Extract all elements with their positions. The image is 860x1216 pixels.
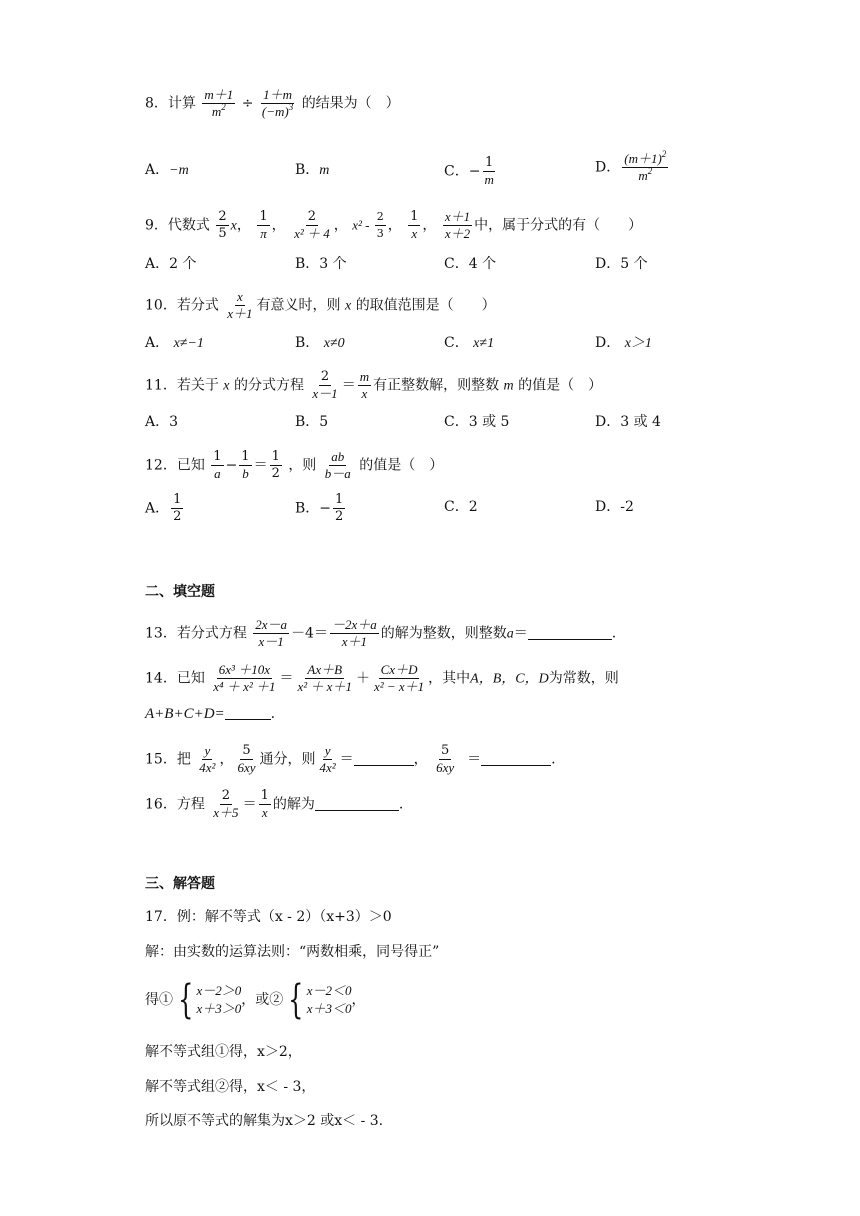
q15-f2-den: 6xy bbox=[237, 760, 256, 775]
q9-t4-num: 2 bbox=[375, 210, 386, 226]
q8-opt-c-num: 1 bbox=[485, 155, 494, 170]
q14-f2-num: Ax＋B bbox=[307, 662, 343, 677]
q9-t1-var: x bbox=[230, 218, 237, 234]
q14-fraction-3 bbox=[372, 663, 426, 694]
q15-f4-num: 5 bbox=[441, 743, 450, 758]
q17-line4: 解不等式组①得，x＞2， bbox=[145, 1044, 302, 1060]
q14-line2 bbox=[145, 704, 275, 724]
q11-prefix: 若关于 bbox=[176, 377, 219, 394]
q16-suffix: 的解为 bbox=[272, 796, 315, 813]
q10-f-num: x bbox=[237, 289, 243, 304]
q14-f1-den: x⁴ ＋ x² ＋1 bbox=[213, 679, 276, 694]
q10-opt-d-value: x＞1 bbox=[624, 336, 652, 351]
q10-opt-c-label: C． bbox=[444, 335, 469, 351]
q11-mid2: 有正整数解，则整数 bbox=[373, 377, 500, 394]
q8-opt-d-num: (m＋1) bbox=[624, 151, 662, 166]
q11-f2-num: m bbox=[359, 369, 370, 384]
q12-suffix: 的值是（ ） bbox=[359, 457, 444, 474]
q14-number: 14． bbox=[145, 670, 177, 687]
q10-mid: 有意义时，则 bbox=[256, 297, 341, 314]
q8-opt-d-num-exp: 2 bbox=[661, 149, 667, 159]
q15-f3-den: 4x² bbox=[319, 760, 336, 775]
q8-option-b[interactable] bbox=[295, 160, 329, 181]
q9-sep: ， bbox=[236, 217, 251, 234]
q11-var2: m bbox=[503, 378, 514, 394]
q16-f2-den: x bbox=[261, 805, 268, 820]
q8-f2-den-exp: 3 bbox=[288, 102, 294, 112]
q11-option-c[interactable]: C．3 或 5 bbox=[444, 414, 510, 430]
q10-prefix: 若分式 bbox=[176, 297, 219, 314]
q12-opt-b-sign: − bbox=[319, 500, 332, 517]
q9-sep: ， bbox=[422, 217, 437, 234]
q9-t3-num: 2 bbox=[307, 209, 317, 224]
q8-opt-a-label: A． bbox=[145, 162, 170, 178]
q17-sys-end: ， bbox=[351, 992, 366, 1008]
q10-option-a[interactable] bbox=[145, 333, 204, 354]
q16-eq: ＝ bbox=[242, 796, 257, 813]
q8-opt-c-sign: − bbox=[468, 163, 481, 180]
q14-f2-den: x² ＋ x＋1 bbox=[297, 679, 352, 694]
q8-f1-num: m＋1 bbox=[204, 87, 234, 102]
q15-fraction-1 bbox=[197, 744, 217, 775]
q8-fraction-1 bbox=[202, 88, 235, 119]
q9-t4-pre: x² - bbox=[352, 217, 373, 233]
q12-option-b[interactable] bbox=[295, 493, 347, 524]
section-heading-fill-blank: 二、填空题 bbox=[145, 584, 215, 600]
q17-systems bbox=[145, 978, 365, 1022]
q15-answer-blank-2[interactable] bbox=[481, 751, 551, 766]
q12-minus: − bbox=[225, 457, 238, 474]
q12-opt-a-label: A． bbox=[145, 500, 170, 517]
q13-stem bbox=[145, 618, 616, 649]
q8-opt-d-den-exp: 2 bbox=[647, 166, 653, 176]
q15-stem bbox=[145, 744, 556, 775]
q10-opt-a-value: x≠−1 bbox=[173, 336, 204, 351]
q9-term-2 bbox=[257, 210, 269, 241]
q10-opt-d-label: D． bbox=[595, 335, 621, 351]
q8-f2-num: 1＋m bbox=[263, 87, 293, 102]
q11-f1-num: 2 bbox=[320, 369, 330, 384]
q12-opt-b-label: B． bbox=[295, 500, 320, 517]
q9-t1-num: 2 bbox=[218, 209, 227, 224]
q11-option-a[interactable]: A．3 bbox=[145, 414, 179, 430]
q12-opt-a-fraction bbox=[171, 493, 183, 524]
q12-stem bbox=[145, 450, 443, 481]
q14-fraction-2 bbox=[296, 663, 354, 694]
q11-f1-den: x－1 bbox=[312, 386, 338, 401]
q14-suffix: 为常数，则 bbox=[548, 670, 619, 687]
q16-f1-num: 2 bbox=[221, 788, 231, 803]
q12-f2-den: b bbox=[242, 466, 249, 481]
q9-term-4 bbox=[375, 210, 386, 241]
q15-f4-den: 6xy bbox=[436, 760, 455, 775]
q9-t3-den: x² ＋ 4 bbox=[294, 226, 330, 241]
q9-prefix: 代数式 bbox=[167, 217, 210, 234]
q13-mid: －4＝ bbox=[291, 625, 328, 642]
q11-f2-den: x bbox=[361, 386, 368, 401]
q8-opt-d-fraction bbox=[622, 149, 668, 183]
q10-opt-b-value: x≠0 bbox=[323, 336, 345, 351]
q9-t6-num: x＋1 bbox=[444, 209, 471, 224]
q10-number: 10． bbox=[145, 297, 177, 314]
q15-prefix: 把 bbox=[176, 751, 191, 768]
q13-f1-den: x－1 bbox=[258, 634, 284, 649]
q15-f1-den: 4x² bbox=[199, 760, 216, 775]
q12-opt-a-den: 2 bbox=[173, 509, 182, 524]
q12-f3-num: 1 bbox=[271, 449, 280, 464]
q12-f2-num: 1 bbox=[241, 449, 250, 464]
q15-eq-2: ＝ bbox=[467, 751, 482, 768]
q15-sep-2: ， bbox=[413, 751, 428, 768]
q15-f3-num: y bbox=[324, 743, 331, 758]
q16-f1-den: x＋5 bbox=[213, 805, 239, 820]
q10-option-b[interactable] bbox=[295, 333, 345, 354]
q16-end: . bbox=[398, 796, 404, 813]
q15-fraction-3 bbox=[318, 744, 338, 775]
q16-answer-blank[interactable] bbox=[315, 796, 399, 811]
q9-term-6 bbox=[443, 210, 472, 241]
q17-system-1 bbox=[173, 977, 242, 1023]
q10-option-c[interactable] bbox=[444, 333, 494, 354]
q15-f2-num: 5 bbox=[242, 743, 251, 758]
q11-suffix: 的值是（ ） bbox=[518, 377, 603, 394]
q12-option-d[interactable]: D．-2 bbox=[595, 499, 634, 515]
q9-sep: ， bbox=[271, 217, 286, 234]
q8-opt-c-label: C． bbox=[444, 163, 469, 180]
q15-answer-blank-1[interactable] bbox=[354, 751, 414, 766]
q11-eq: ＝ bbox=[341, 377, 356, 394]
q10-opt-c-value: x≠1 bbox=[473, 336, 495, 351]
q17-get1: 得① bbox=[145, 992, 173, 1008]
q17-line1: 17．例：解不等式（x - 2）（x+3）＞0 bbox=[145, 909, 392, 925]
q12-f3-den: 2 bbox=[271, 466, 280, 481]
q9-suffix: 中，属于分式的有（ ） bbox=[474, 217, 643, 234]
section-heading-solutions: 三、解答题 bbox=[145, 876, 215, 892]
q13-answer-blank[interactable] bbox=[528, 625, 612, 640]
q12-mid: ，则 bbox=[288, 457, 317, 474]
q14-suffix-pre: ，其中 bbox=[428, 670, 471, 687]
q10-var: x bbox=[345, 298, 352, 314]
q10-stem bbox=[145, 290, 496, 321]
q13-number: 13． bbox=[145, 625, 177, 642]
left-brace-icon: { bbox=[178, 977, 194, 1023]
q12-f4-num: ab bbox=[331, 449, 345, 464]
q12-fraction-3 bbox=[270, 450, 282, 481]
q17-line5: 解不等式组②得，x＜ - 3， bbox=[145, 1079, 316, 1095]
q11-stem bbox=[145, 370, 602, 401]
q12-prefix: 已知 bbox=[176, 457, 205, 474]
q14-vars: A，B，C，D bbox=[470, 671, 549, 687]
q9-t6-den: x＋2 bbox=[444, 226, 471, 241]
q13-f1-num: 2x－a bbox=[255, 617, 288, 632]
q12-f1-num: 1 bbox=[213, 449, 222, 464]
q17-sys1-row2: x＋3＞0 bbox=[196, 1001, 242, 1016]
q15-fraction-2 bbox=[235, 744, 257, 775]
q8-option-c[interactable] bbox=[444, 156, 498, 187]
q16-fraction-2 bbox=[259, 789, 271, 820]
q14-stem bbox=[145, 663, 619, 694]
q14-line2-end: . bbox=[270, 706, 276, 722]
q10-option-d[interactable] bbox=[595, 333, 652, 354]
q10-opt-b-label: B． bbox=[295, 335, 320, 351]
q14-fraction-1 bbox=[211, 663, 277, 694]
q11-fraction-2 bbox=[358, 370, 371, 401]
q9-t4-den: 3 bbox=[376, 227, 384, 240]
q13-fraction-2 bbox=[330, 618, 379, 649]
q14-answer-blank[interactable] bbox=[225, 705, 271, 720]
q17-sys1-row1: x－2＞0 bbox=[196, 983, 242, 998]
q15-fraction-4 bbox=[434, 744, 456, 775]
q9-option-a[interactable]: A．2 个 bbox=[145, 256, 197, 272]
q13-suffix: 的解为整数，则整数 bbox=[380, 625, 507, 642]
q9-number: 9． bbox=[145, 217, 168, 234]
q17-system-2 bbox=[283, 977, 352, 1023]
q9-option-c[interactable]: C．4 个 bbox=[444, 256, 497, 272]
q16-fraction-1 bbox=[211, 789, 240, 820]
q11-fraction-1 bbox=[310, 370, 339, 401]
q14-f3-num: Cx＋D bbox=[380, 662, 418, 677]
q17-line2: 解：由实数的运算法则：“两数相乘，同号得正” bbox=[145, 944, 440, 960]
q9-t2-den: π bbox=[260, 226, 267, 241]
q10-fraction bbox=[225, 290, 254, 321]
q11-number: 11． bbox=[145, 377, 177, 394]
q12-eq: ＝ bbox=[253, 457, 268, 474]
q17-sys2-row2: x＋3＜0 bbox=[306, 1001, 352, 1016]
q13-eq: ＝ bbox=[513, 625, 528, 642]
q8-stem bbox=[145, 88, 400, 119]
q8-option-d[interactable] bbox=[595, 149, 670, 183]
q9-t2-num: 1 bbox=[259, 209, 268, 224]
q15-number: 15． bbox=[145, 751, 177, 768]
q16-f2-num: 1 bbox=[260, 788, 269, 803]
q11-option-d[interactable]: D．3 或 4 bbox=[595, 414, 661, 430]
q8-opt-d-den: m bbox=[638, 168, 648, 183]
q8-prefix: 计算 bbox=[167, 95, 196, 112]
q16-stem bbox=[145, 789, 403, 820]
q14-plus: ＋ bbox=[355, 670, 370, 687]
q8-f1-den: m bbox=[211, 104, 222, 119]
q12-opt-b-fraction bbox=[333, 493, 345, 524]
q15-sep: ， bbox=[219, 751, 234, 768]
q17-sys2-row1: x－2＜0 bbox=[306, 983, 352, 998]
q12-number: 12． bbox=[145, 457, 177, 474]
q15-f1-num: y bbox=[204, 743, 211, 758]
q9-sep: ， bbox=[333, 217, 348, 234]
q16-number: 16． bbox=[145, 796, 177, 813]
q12-f1-den: a bbox=[214, 466, 221, 481]
q13-f2-den: x＋1 bbox=[341, 634, 368, 649]
q12-fraction-1 bbox=[211, 450, 223, 481]
q9-term-3 bbox=[292, 210, 332, 241]
q9-term-5 bbox=[408, 210, 420, 241]
q8-opt-d-label: D． bbox=[595, 159, 621, 176]
q17-line6: 所以原不等式的解集为x＞2 或x＜ - 3. bbox=[145, 1113, 384, 1129]
q13-f2-num: －2x＋a bbox=[331, 617, 377, 632]
q10-opt-a-label: A． bbox=[145, 335, 170, 351]
q9-sep: ， bbox=[387, 217, 402, 234]
q11-option-b[interactable]: B．5 bbox=[295, 414, 329, 430]
q8-number: 8． bbox=[145, 95, 168, 112]
q8-opt-a-value: −m bbox=[169, 163, 189, 178]
q13-var: a bbox=[506, 626, 514, 642]
q9-t5-den: x bbox=[411, 226, 418, 241]
left-brace-icon: { bbox=[288, 977, 304, 1023]
q8-option-a[interactable] bbox=[145, 160, 189, 181]
q14-line2-expr: A+B+C+D= bbox=[145, 706, 225, 722]
q15-eq-1: ＝ bbox=[339, 751, 354, 768]
q12-opt-a-num: 1 bbox=[173, 492, 182, 507]
q14-eq: ＝ bbox=[279, 670, 294, 687]
q13-fraction-1 bbox=[253, 618, 289, 649]
q8-opt-c-fraction bbox=[482, 156, 495, 187]
q15-mid: 通分，则 bbox=[259, 751, 316, 768]
q14-f1-num: 6x³ ＋10x bbox=[218, 662, 270, 677]
q8-fraction-2 bbox=[260, 88, 295, 119]
q8-opt-c-den: m bbox=[484, 172, 494, 187]
q17-or2: ，或② bbox=[241, 992, 284, 1008]
q16-prefix: 方程 bbox=[176, 796, 205, 813]
q12-fraction-4 bbox=[323, 450, 353, 481]
q8-suffix: 的结果为（ ） bbox=[301, 95, 400, 112]
q11-var: x bbox=[223, 378, 230, 394]
q8-f1-den-exp: 2 bbox=[221, 102, 226, 112]
q12-fraction-2 bbox=[239, 450, 251, 481]
q9-stem bbox=[145, 210, 642, 241]
q9-t5-num: 1 bbox=[410, 209, 419, 224]
q12-opt-b-den: 2 bbox=[335, 509, 344, 524]
q8-opt-b-value: m bbox=[319, 163, 330, 178]
q9-option-b[interactable]: B．3 个 bbox=[295, 256, 347, 272]
q14-f3-den: x² − x＋1 bbox=[373, 679, 425, 694]
q12-option-c[interactable]: C．2 bbox=[444, 499, 478, 515]
q13-prefix: 若分式方程 bbox=[176, 625, 247, 642]
q10-f-den: x＋1 bbox=[227, 306, 253, 321]
q14-prefix: 已知 bbox=[176, 670, 205, 687]
q13-end: . bbox=[611, 625, 617, 642]
q8-opt-b-label: B． bbox=[295, 162, 320, 178]
q8-f2-den: (−m) bbox=[261, 104, 289, 119]
q12-opt-b-num: 1 bbox=[335, 492, 344, 507]
q8-op: ÷ bbox=[241, 95, 254, 112]
q12-f4-den: b－a bbox=[324, 466, 351, 481]
q10-suffix: 的取值范围是（ ） bbox=[355, 297, 496, 314]
q9-option-d[interactable]: D．5 个 bbox=[595, 256, 648, 272]
q12-option-a[interactable] bbox=[145, 493, 185, 524]
q9-term-1 bbox=[216, 210, 228, 241]
q9-t1-den: 5 bbox=[218, 226, 227, 241]
q15-end: . bbox=[551, 751, 556, 768]
q11-mid: 的分式方程 bbox=[233, 377, 304, 394]
